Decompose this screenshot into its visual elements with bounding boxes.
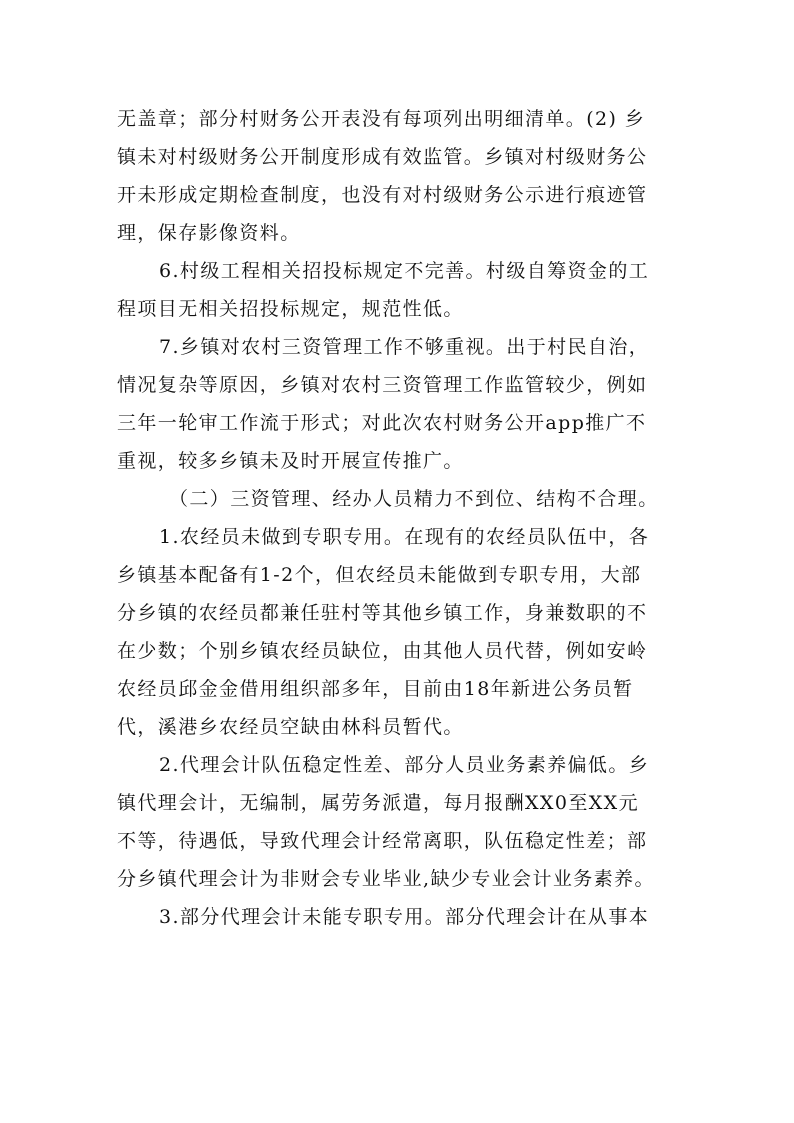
- text-line: 乡镇基本配备有1-2个，但农经员未能做到专职专用，大部: [117, 564, 642, 586]
- paragraph-7-start: 7.乡镇对农村三资管理工作不够重视。出于村民自治，: [159, 336, 650, 358]
- text-line: 镇代理会计，无编制，属劳务派遣，每月报酬XX0至XX元: [117, 792, 639, 814]
- text-line: 农经员邱金金借用组织部多年，目前由18年新进公务员暂: [117, 678, 634, 700]
- text-line: 开未形成定期检查制度，也没有对村级财务公示进行痕迹管: [117, 184, 648, 206]
- text-line: 镇未对村级财务公开制度形成有效监管。乡镇对村级财务公: [117, 146, 648, 168]
- paragraph-6-start: 6.村级工程相关招投标规定不完善。村级自筹资金的工: [159, 260, 650, 282]
- text-line: 三年一轮审工作流于形式；对此次农村财务公开app推广不: [117, 412, 647, 434]
- text-line: 在少数；个别乡镇农经员缺位，由其他人员代替，例如安岭: [117, 640, 648, 662]
- text-line: 分乡镇的农经员都兼任驻村等其他乡镇工作，身兼数职的不: [117, 602, 648, 624]
- text-line: 无盖章；部分村财务公开表没有每项列出明细清单。(2) 乡: [117, 108, 646, 130]
- text-line: 情况复杂等原因，乡镇对农村三资管理工作监管较少，例如: [117, 374, 648, 396]
- paragraph-3-start: 3.部分代理会计未能专职专用。部分代理会计在从事本: [159, 906, 650, 928]
- paragraph-2-start: 2.代理会计队伍稳定性差、部分人员业务素养偏低。乡: [159, 754, 650, 776]
- text-line: 重视，较多乡镇未及时开展宣传推广。: [117, 450, 464, 472]
- text-line: 理，保存影像资料。: [117, 222, 301, 244]
- text-line: 分乡镇代理会计为非财会专业毕业,缺少专业会计业务素养。: [117, 868, 655, 890]
- section-heading-2: （二）三资管理、经办人员精力不到位、结构不合理。: [169, 488, 659, 510]
- body-text: [117, 100, 679, 936]
- text-line: 代，溪港乡农经员空缺由林科员暂代。: [117, 716, 464, 738]
- text-line: 程项目无相关招投标规定，规范性低。: [117, 298, 464, 320]
- text-line: 不等，待遇低，导致代理会计经常离职，队伍稳定性差；部: [117, 830, 648, 852]
- paragraph-1-start: 1.农经员未做到专职专用。在现有的农经员队伍中，各: [159, 526, 650, 548]
